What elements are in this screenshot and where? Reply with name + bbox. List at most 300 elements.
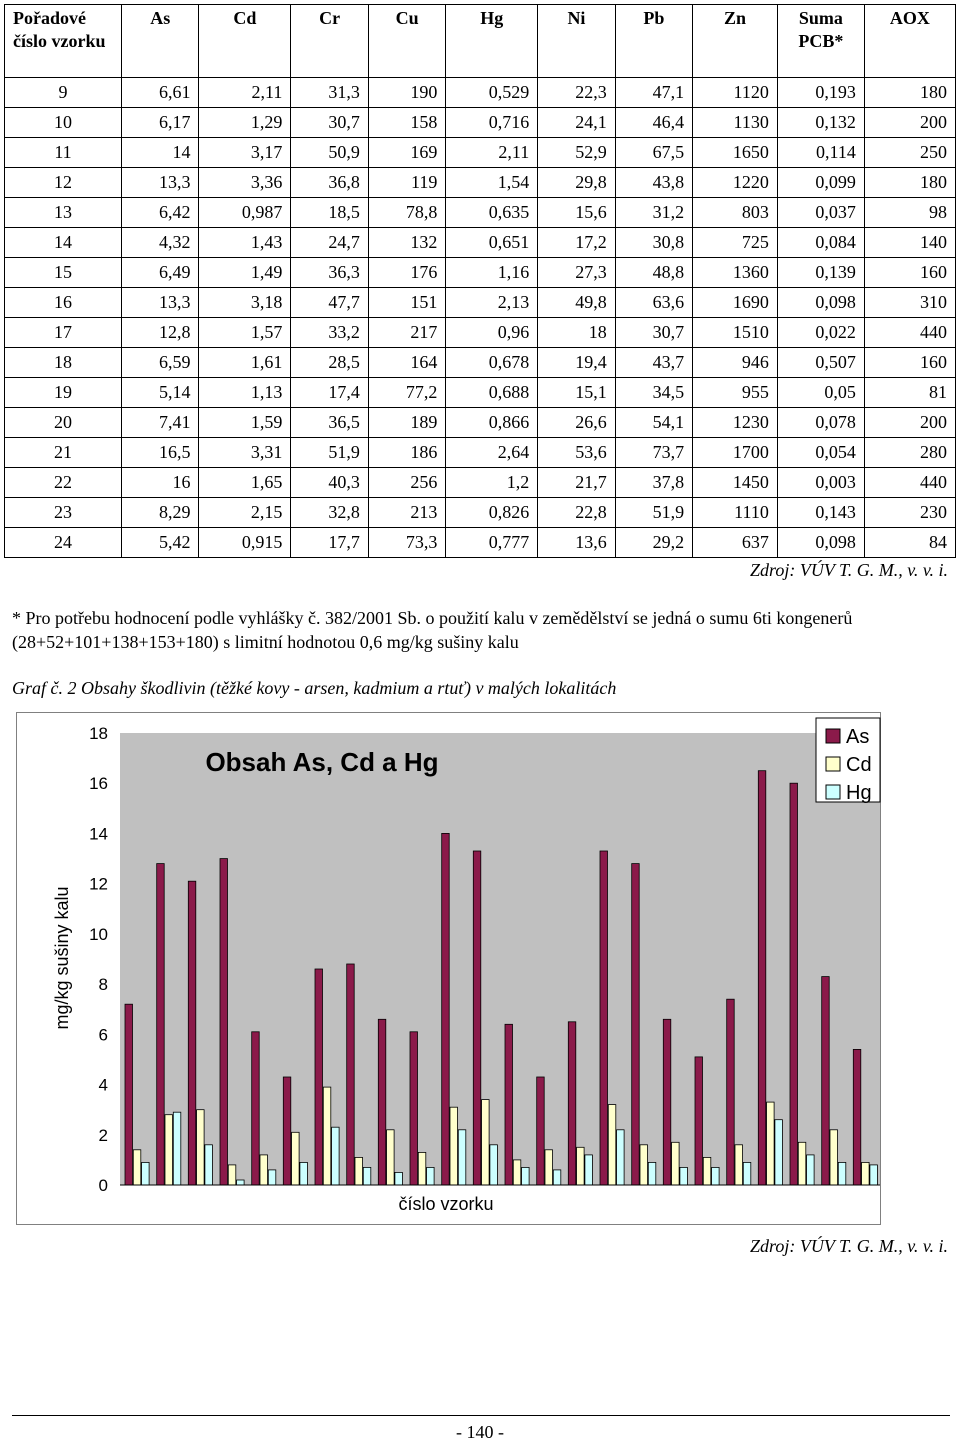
table-cell: 0,193 bbox=[777, 78, 864, 108]
bar-cd bbox=[640, 1145, 648, 1185]
bar-hg bbox=[490, 1145, 498, 1185]
table-cell: 1,16 bbox=[446, 258, 538, 288]
table-cell: 1,61 bbox=[199, 348, 291, 378]
table-cell: 5,42 bbox=[122, 528, 199, 558]
bar-hg bbox=[427, 1167, 435, 1185]
table-cell: 14 bbox=[122, 138, 199, 168]
table-cell: 16 bbox=[5, 288, 122, 318]
table-row bbox=[5, 198, 956, 228]
bar-cd bbox=[482, 1100, 490, 1185]
y-tick-label: 12 bbox=[89, 874, 108, 894]
table-cell: 13,3 bbox=[122, 288, 199, 318]
bar-cd bbox=[830, 1130, 838, 1185]
table-cell: 3,31 bbox=[199, 438, 291, 468]
table-cell: 33,2 bbox=[291, 318, 368, 348]
table-cell: 13,3 bbox=[122, 168, 199, 198]
bar-cd bbox=[260, 1155, 268, 1185]
bar-hg bbox=[648, 1162, 656, 1185]
bar-as bbox=[188, 881, 196, 1185]
bar-cd bbox=[387, 1130, 395, 1185]
table-cell: 23 bbox=[5, 498, 122, 528]
x-axis-label: číslo vzorku bbox=[398, 1194, 494, 1214]
table-cell: 256 bbox=[368, 468, 445, 498]
bar-hg bbox=[617, 1130, 625, 1185]
table-cell: 37,8 bbox=[615, 468, 692, 498]
table-cell: 200 bbox=[864, 108, 955, 138]
table-cell: 803 bbox=[693, 198, 778, 228]
table-cell: 47,7 bbox=[291, 288, 368, 318]
y-tick-label: 18 bbox=[89, 724, 108, 743]
table-cell: 0,139 bbox=[777, 258, 864, 288]
table-cell: 0,05 bbox=[777, 378, 864, 408]
bar-cd bbox=[418, 1152, 426, 1185]
bar-hg bbox=[775, 1120, 783, 1185]
col-header: Pořadové číslo vzorku bbox=[5, 5, 122, 78]
table-cell: 0,078 bbox=[777, 408, 864, 438]
table-cell: 1,65 bbox=[199, 468, 291, 498]
table-row bbox=[5, 108, 956, 138]
table-cell: 24,7 bbox=[291, 228, 368, 258]
table-cell: 28,5 bbox=[291, 348, 368, 378]
bar-hg bbox=[395, 1172, 403, 1185]
table-cell: 1700 bbox=[693, 438, 778, 468]
table-cell: 15,6 bbox=[538, 198, 615, 228]
table-cell: 20 bbox=[5, 408, 122, 438]
table-cell: 47,1 bbox=[615, 78, 692, 108]
bar-as bbox=[568, 1022, 576, 1185]
bar-as bbox=[410, 1032, 418, 1185]
table-row bbox=[5, 438, 956, 468]
chart-title: Obsah As, Cd a Hg bbox=[205, 747, 439, 777]
table-cell: 1220 bbox=[693, 168, 778, 198]
table-row bbox=[5, 468, 956, 498]
bar-cd bbox=[798, 1142, 806, 1185]
col-header: As bbox=[122, 5, 199, 78]
table-cell: 725 bbox=[693, 228, 778, 258]
table-cell: 0,826 bbox=[446, 498, 538, 528]
col-header: Ni bbox=[538, 5, 615, 78]
table-cell: 176 bbox=[368, 258, 445, 288]
table-cell: 0,777 bbox=[446, 528, 538, 558]
legend-swatch bbox=[826, 729, 840, 743]
bar-cd bbox=[703, 1157, 711, 1185]
table-cell: 160 bbox=[864, 348, 955, 378]
table-cell: 14 bbox=[5, 228, 122, 258]
bar-cd bbox=[450, 1107, 458, 1185]
bar-as bbox=[537, 1077, 545, 1185]
legend-label: As bbox=[846, 726, 870, 748]
bar-as bbox=[315, 969, 323, 1185]
table-cell: 7,41 bbox=[122, 408, 199, 438]
table-cell: 13 bbox=[5, 198, 122, 228]
table-cell: 27,3 bbox=[538, 258, 615, 288]
page-number: - 140 - bbox=[456, 1422, 504, 1442]
table-cell: 3,18 bbox=[199, 288, 291, 318]
table-cell: 440 bbox=[864, 318, 955, 348]
legend-label: Hg bbox=[846, 782, 872, 804]
table-cell: 180 bbox=[864, 168, 955, 198]
bar-cd bbox=[735, 1145, 743, 1185]
bar-as bbox=[220, 859, 228, 1185]
table-cell: 440 bbox=[864, 468, 955, 498]
bar-cd bbox=[862, 1162, 870, 1185]
table-cell: 51,9 bbox=[291, 438, 368, 468]
table-cell: 67,5 bbox=[615, 138, 692, 168]
table-cell: 0,507 bbox=[777, 348, 864, 378]
table-cell: 17,7 bbox=[291, 528, 368, 558]
table-cell: 12,8 bbox=[122, 318, 199, 348]
table-cell: 0,037 bbox=[777, 198, 864, 228]
table-row bbox=[5, 228, 956, 258]
table-cell: 0,915 bbox=[199, 528, 291, 558]
table-cell: 1360 bbox=[693, 258, 778, 288]
table-cell: 19,4 bbox=[538, 348, 615, 378]
table-row bbox=[5, 408, 956, 438]
table-cell: 0,114 bbox=[777, 138, 864, 168]
footnote: * Pro potřebu hodnocení podle vyhlášky č. 382/2001 Sb. o použití kalu v zemědělství se jedná o sumu 6ti kongenerů (28+52+101+138+153+180) s limitní hodnotou 0,6 mg/kg sušiny kalu bbox=[12, 608, 853, 652]
table-cell: 1,43 bbox=[199, 228, 291, 258]
bar-as bbox=[505, 1024, 513, 1185]
table-cell: 3,36 bbox=[199, 168, 291, 198]
table-cell: 1,49 bbox=[199, 258, 291, 288]
table-cell: 30,8 bbox=[615, 228, 692, 258]
y-tick-label: 6 bbox=[98, 1025, 108, 1045]
table-cell: 31,2 bbox=[615, 198, 692, 228]
table-cell: 0,022 bbox=[777, 318, 864, 348]
table-cell: 16,5 bbox=[122, 438, 199, 468]
table-cell: 73,7 bbox=[615, 438, 692, 468]
bar-as bbox=[473, 851, 481, 1185]
table-cell: 0,084 bbox=[777, 228, 864, 258]
table-cell: 1650 bbox=[693, 138, 778, 168]
y-tick-label: 16 bbox=[89, 774, 108, 794]
table-cell: 1450 bbox=[693, 468, 778, 498]
table-row bbox=[5, 168, 956, 198]
table-cell: 1120 bbox=[693, 78, 778, 108]
table-cell: 1230 bbox=[693, 408, 778, 438]
table-cell: 1690 bbox=[693, 288, 778, 318]
table-cell: 250 bbox=[864, 138, 955, 168]
col-header: Hg bbox=[446, 5, 538, 78]
table-cell: 213 bbox=[368, 498, 445, 528]
table-cell: 98 bbox=[864, 198, 955, 228]
bar-as bbox=[600, 851, 608, 1185]
table-cell: 17 bbox=[5, 318, 122, 348]
table-cell: 0,098 bbox=[777, 528, 864, 558]
table-cell: 310 bbox=[864, 288, 955, 318]
bar-as bbox=[157, 864, 165, 1185]
table-cell: 0,866 bbox=[446, 408, 538, 438]
table-cell: 21,7 bbox=[538, 468, 615, 498]
table-cell: 22,3 bbox=[538, 78, 615, 108]
table-cell: 4,32 bbox=[122, 228, 199, 258]
graph-caption: Graf č. 2 Obsahy škodlivin (těžké kovy - arsen, kadmium a rtuť) v malých lokalitách bbox=[12, 678, 617, 698]
table-cell: 0,651 bbox=[446, 228, 538, 258]
table-cell: 36,3 bbox=[291, 258, 368, 288]
table-cell: 81 bbox=[864, 378, 955, 408]
bar-hg bbox=[585, 1155, 593, 1185]
table-cell: 186 bbox=[368, 438, 445, 468]
bar-hg bbox=[237, 1180, 245, 1185]
legend bbox=[816, 718, 880, 804]
table-cell: 0,529 bbox=[446, 78, 538, 108]
bar-as bbox=[758, 771, 766, 1185]
table-cell: 6,49 bbox=[122, 258, 199, 288]
bar-hg bbox=[268, 1170, 276, 1185]
table-cell: 17,2 bbox=[538, 228, 615, 258]
y-tick-label: 10 bbox=[89, 924, 108, 944]
bar-as bbox=[252, 1032, 260, 1185]
table-cell: 43,7 bbox=[615, 348, 692, 378]
table-cell: 24,1 bbox=[538, 108, 615, 138]
table-cell: 73,3 bbox=[368, 528, 445, 558]
table-cell: 18 bbox=[538, 318, 615, 348]
table-cell: 140 bbox=[864, 228, 955, 258]
table-cell: 13,6 bbox=[538, 528, 615, 558]
table-cell: 0,678 bbox=[446, 348, 538, 378]
table-cell: 1,29 bbox=[199, 108, 291, 138]
bar-cd bbox=[197, 1110, 205, 1185]
table-cell: 6,17 bbox=[122, 108, 199, 138]
table-cell: 637 bbox=[693, 528, 778, 558]
y-tick-label: 0 bbox=[98, 1176, 108, 1195]
table-cell: 230 bbox=[864, 498, 955, 528]
table-cell: 36,5 bbox=[291, 408, 368, 438]
bar-as bbox=[822, 977, 830, 1185]
table-row bbox=[5, 318, 956, 348]
bar-cd bbox=[133, 1150, 141, 1185]
table-cell: 1,13 bbox=[199, 378, 291, 408]
y-tick-label: 2 bbox=[98, 1125, 108, 1145]
table-header-row bbox=[5, 5, 956, 78]
bar-hg bbox=[142, 1162, 150, 1185]
table-row bbox=[5, 498, 956, 528]
bar-hg bbox=[870, 1165, 878, 1185]
table-cell: 12 bbox=[5, 168, 122, 198]
table-cell: 50,9 bbox=[291, 138, 368, 168]
col-header: AOX bbox=[864, 5, 955, 78]
chart-source: Zdroj: VÚV T. G. M., v. v. i. bbox=[750, 1236, 948, 1256]
bar-cd bbox=[228, 1165, 236, 1185]
table-body bbox=[5, 78, 956, 558]
table-cell: 77,2 bbox=[368, 378, 445, 408]
table-cell: 18,5 bbox=[291, 198, 368, 228]
table-cell: 40,3 bbox=[291, 468, 368, 498]
table-row bbox=[5, 78, 956, 108]
bar-hg bbox=[743, 1162, 751, 1185]
table-row bbox=[5, 378, 956, 408]
y-tick-label: 4 bbox=[98, 1075, 108, 1095]
bar-hg bbox=[522, 1167, 530, 1185]
table-cell: 17,4 bbox=[291, 378, 368, 408]
table-cell: 180 bbox=[864, 78, 955, 108]
table-cell: 24 bbox=[5, 528, 122, 558]
bar-hg bbox=[173, 1112, 181, 1185]
table-cell: 2,64 bbox=[446, 438, 538, 468]
footer-rule bbox=[12, 1415, 950, 1416]
table-cell: 9 bbox=[5, 78, 122, 108]
bar-hg bbox=[680, 1167, 688, 1185]
table-cell: 190 bbox=[368, 78, 445, 108]
bar-as bbox=[283, 1077, 291, 1185]
table-cell: 0,003 bbox=[777, 468, 864, 498]
table-cell: 84 bbox=[864, 528, 955, 558]
bar-hg bbox=[838, 1162, 846, 1185]
bar-hg bbox=[553, 1170, 561, 1185]
table-row bbox=[5, 138, 956, 168]
table-cell: 200 bbox=[864, 408, 955, 438]
table-cell: 78,8 bbox=[368, 198, 445, 228]
bar-hg bbox=[712, 1167, 720, 1185]
table-cell: 160 bbox=[864, 258, 955, 288]
col-header: Cd bbox=[199, 5, 291, 78]
table-row bbox=[5, 348, 956, 378]
bar-cd bbox=[323, 1087, 331, 1185]
table-cell: 29,8 bbox=[538, 168, 615, 198]
table-cell: 15 bbox=[5, 258, 122, 288]
bar-as bbox=[442, 833, 450, 1185]
table-cell: 164 bbox=[368, 348, 445, 378]
bar-cd bbox=[767, 1102, 775, 1185]
bar-as bbox=[695, 1057, 703, 1185]
bar-cd bbox=[545, 1150, 553, 1185]
col-header: Suma PCB* bbox=[777, 5, 864, 78]
table-cell: 15,1 bbox=[538, 378, 615, 408]
table-cell: 31,3 bbox=[291, 78, 368, 108]
table-cell: 6,59 bbox=[122, 348, 199, 378]
table-cell: 16 bbox=[122, 468, 199, 498]
table-cell: 30,7 bbox=[291, 108, 368, 138]
legend-swatch bbox=[826, 785, 840, 799]
table-cell: 29,2 bbox=[615, 528, 692, 558]
y-axis-label: mg/kg sušiny kalu bbox=[52, 886, 72, 1030]
table-cell: 0,635 bbox=[446, 198, 538, 228]
bar-as bbox=[663, 1019, 671, 1185]
table-cell: 151 bbox=[368, 288, 445, 318]
table-cell: 34,5 bbox=[615, 378, 692, 408]
table-cell: 22,8 bbox=[538, 498, 615, 528]
table-cell: 26,6 bbox=[538, 408, 615, 438]
table-cell: 51,9 bbox=[615, 498, 692, 528]
table-cell: 21 bbox=[5, 438, 122, 468]
table-cell: 0,143 bbox=[777, 498, 864, 528]
table-row bbox=[5, 258, 956, 288]
table-cell: 169 bbox=[368, 138, 445, 168]
table-cell: 6,42 bbox=[122, 198, 199, 228]
bar-as bbox=[125, 1004, 133, 1185]
table-cell: 30,7 bbox=[615, 318, 692, 348]
table-cell: 0,099 bbox=[777, 168, 864, 198]
table-cell: 1110 bbox=[693, 498, 778, 528]
bar-cd bbox=[165, 1115, 173, 1185]
table-cell: 18 bbox=[5, 348, 122, 378]
table-cell: 0,098 bbox=[777, 288, 864, 318]
bar-hg bbox=[807, 1155, 815, 1185]
legend-label: Cd bbox=[846, 754, 872, 776]
table-cell: 280 bbox=[864, 438, 955, 468]
col-header: Cr bbox=[291, 5, 368, 78]
bar-cd bbox=[355, 1157, 363, 1185]
legend-swatch bbox=[826, 757, 840, 771]
table-cell: 6,61 bbox=[122, 78, 199, 108]
table-row bbox=[5, 528, 956, 558]
table-cell: 54,1 bbox=[615, 408, 692, 438]
table-cell: 52,9 bbox=[538, 138, 615, 168]
table-cell: 1130 bbox=[693, 108, 778, 138]
bar-chart bbox=[16, 712, 882, 1226]
bar-as bbox=[727, 999, 735, 1185]
table-cell: 0,132 bbox=[777, 108, 864, 138]
bar-as bbox=[378, 1019, 386, 1185]
table-cell: 132 bbox=[368, 228, 445, 258]
table-source: Zdroj: VÚV T. G. M., v. v. i. bbox=[750, 560, 948, 580]
table-cell: 5,14 bbox=[122, 378, 199, 408]
table-cell: 1,54 bbox=[446, 168, 538, 198]
table-cell: 217 bbox=[368, 318, 445, 348]
table-cell: 48,8 bbox=[615, 258, 692, 288]
bar-as bbox=[790, 783, 798, 1185]
y-tick-label: 8 bbox=[98, 975, 108, 995]
table-row bbox=[5, 288, 956, 318]
col-header: Cu bbox=[368, 5, 445, 78]
col-header: Pb bbox=[615, 5, 692, 78]
data-table bbox=[4, 4, 956, 558]
table-cell: 11 bbox=[5, 138, 122, 168]
table-cell: 189 bbox=[368, 408, 445, 438]
table-cell: 0,987 bbox=[199, 198, 291, 228]
y-tick-label: 14 bbox=[89, 824, 108, 844]
table-cell: 32,8 bbox=[291, 498, 368, 528]
table-cell: 1,59 bbox=[199, 408, 291, 438]
col-header: Zn bbox=[693, 5, 778, 78]
table-cell: 955 bbox=[693, 378, 778, 408]
table-cell: 53,6 bbox=[538, 438, 615, 468]
bar-cd bbox=[513, 1160, 521, 1185]
table-cell: 946 bbox=[693, 348, 778, 378]
bar-cd bbox=[672, 1142, 680, 1185]
bar-hg bbox=[332, 1127, 340, 1185]
table-cell: 3,17 bbox=[199, 138, 291, 168]
table-cell: 2,11 bbox=[199, 78, 291, 108]
table-cell: 10 bbox=[5, 108, 122, 138]
table-cell: 49,8 bbox=[538, 288, 615, 318]
bar-cd bbox=[608, 1105, 616, 1185]
table-cell: 158 bbox=[368, 108, 445, 138]
bar-hg bbox=[300, 1162, 308, 1185]
bar-hg bbox=[363, 1167, 371, 1185]
bar-cd bbox=[577, 1147, 585, 1185]
table-cell: 119 bbox=[368, 168, 445, 198]
table-cell: 0,688 bbox=[446, 378, 538, 408]
bar-hg bbox=[458, 1130, 466, 1185]
table-cell: 2,15 bbox=[199, 498, 291, 528]
bar-as bbox=[853, 1049, 861, 1185]
table-cell: 63,6 bbox=[615, 288, 692, 318]
bar-as bbox=[632, 864, 640, 1185]
table-cell: 0,716 bbox=[446, 108, 538, 138]
table-cell: 2,13 bbox=[446, 288, 538, 318]
table-cell: 1,2 bbox=[446, 468, 538, 498]
bar-hg bbox=[205, 1145, 213, 1185]
table-cell: 0,054 bbox=[777, 438, 864, 468]
table-cell: 46,4 bbox=[615, 108, 692, 138]
table-cell: 2,11 bbox=[446, 138, 538, 168]
bar-cd bbox=[292, 1132, 300, 1185]
table-cell: 22 bbox=[5, 468, 122, 498]
table-cell: 0,96 bbox=[446, 318, 538, 348]
table-cell: 1,57 bbox=[199, 318, 291, 348]
table-cell: 43,8 bbox=[615, 168, 692, 198]
